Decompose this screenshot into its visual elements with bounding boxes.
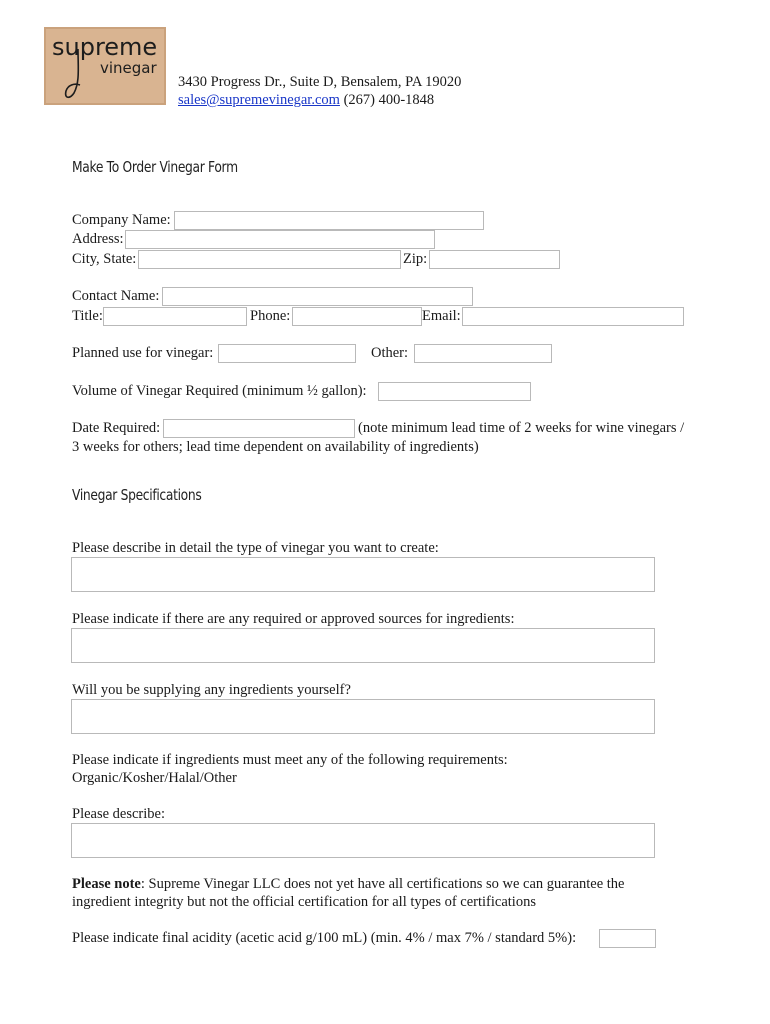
- question-describe: Please describe:: [72, 806, 166, 822]
- company-name-label: Company Name:: [72, 212, 171, 228]
- ingredient-sources-textarea[interactable]: [71, 628, 655, 663]
- question-requirements-line1: Please indicate if ingredients must meet any of the following requirements:: [72, 752, 508, 768]
- address-field[interactable]: [125, 230, 435, 249]
- question-requirements-line2: Organic/Kosher/Halal/Other: [72, 770, 237, 786]
- other-field[interactable]: [414, 344, 552, 363]
- email-label: Email:: [422, 308, 461, 324]
- city-state-label: City, State:: [72, 251, 137, 267]
- city-state-field[interactable]: [138, 250, 401, 269]
- email-field[interactable]: [462, 307, 684, 326]
- date-required-label: Date Required:: [72, 420, 161, 436]
- company-phone: (267) 400-1848: [343, 92, 435, 108]
- company-name-field[interactable]: [174, 211, 484, 230]
- title-field[interactable]: [103, 307, 247, 326]
- acidity-field[interactable]: [599, 929, 656, 948]
- date-note-line1: (note minimum lead time of 2 weeks for wine vinegars /: [358, 420, 685, 436]
- acidity-label: Please indicate final acidity (acetic acid g/100 mL) (min. 4% / max 7% / standard 5%):: [72, 930, 577, 946]
- phone-field[interactable]: [292, 307, 422, 326]
- logo-word-supreme: supreme: [52, 33, 158, 61]
- logo-mark: [44, 27, 166, 105]
- phone-label: Phone:: [250, 308, 291, 324]
- question-supplying-ingredients: Will you be supplying any ingredients yourself?: [72, 682, 351, 698]
- note-heading: Please note: [72, 876, 141, 892]
- volume-field[interactable]: [378, 382, 531, 401]
- zip-field[interactable]: [429, 250, 560, 269]
- specifications-title: Vinegar Specifications: [72, 486, 202, 504]
- certification-note-line2: ingredient integrity but not the official certification for all types of certifications: [72, 894, 536, 910]
- contact-name-field[interactable]: [162, 287, 473, 306]
- form-title: Make To Order Vinegar Form: [72, 158, 238, 176]
- other-label: Other:: [371, 345, 409, 361]
- date-note-line2: 3 weeks for others; lead time dependent on availability of ingredients): [72, 439, 479, 455]
- zip-label: Zip:: [403, 251, 428, 267]
- company-email-link[interactable]: sales@supremevinegar.com: [178, 92, 340, 108]
- question-vinegar-type: Please describe in detail the type of vinegar you want to create:: [72, 540, 439, 556]
- company-address: 3430 Progress Dr., Suite D, Bensalem, PA 19020: [178, 74, 462, 90]
- address-label: Address:: [72, 231, 124, 247]
- volume-label: Volume of Vinegar Required (minimum ½ gallon):: [72, 383, 367, 399]
- supplying-ingredients-textarea[interactable]: [71, 699, 655, 734]
- title-label: Title:: [72, 308, 103, 324]
- describe-textarea[interactable]: [71, 823, 655, 858]
- question-ingredient-sources: Please indicate if there are any required or approved sources for ingredients:: [72, 611, 515, 627]
- company-contact-line: [178, 92, 434, 109]
- date-required-field[interactable]: [163, 419, 355, 438]
- vinegar-type-textarea[interactable]: [71, 557, 655, 592]
- planned-use-field[interactable]: [218, 344, 356, 363]
- certification-note-line1: [72, 876, 625, 893]
- planned-use-label: Planned use for vinegar:: [72, 345, 214, 361]
- supreme-vinegar-logo: [44, 27, 166, 105]
- logo-word-vinegar: vinegar: [100, 59, 157, 77]
- note-text-1: : Supreme Vinegar LLC does not yet have all certifications so we can guarantee the: [140, 876, 625, 892]
- contact-name-label: Contact Name:: [72, 288, 160, 304]
